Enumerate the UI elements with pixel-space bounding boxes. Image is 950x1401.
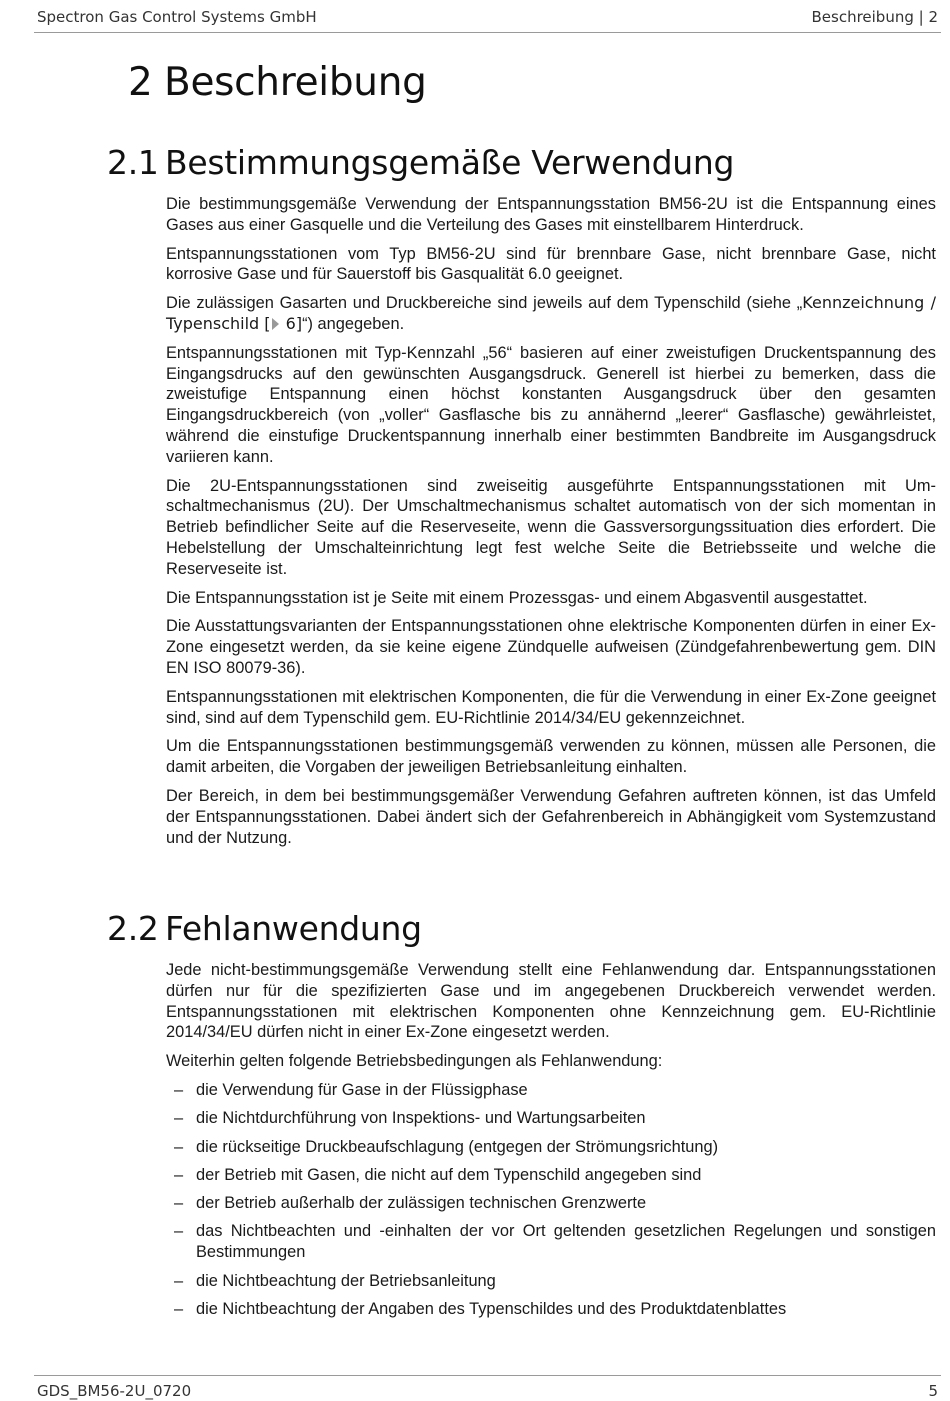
section-body-2-1	[166, 194, 936, 856]
section-title: Fehlanwendung	[165, 909, 422, 948]
footer-page-number: 5	[928, 1382, 938, 1400]
section-heading-2-1	[107, 143, 734, 182]
list-bullet: –	[174, 1137, 184, 1156]
paragraph-with-reference	[166, 293, 936, 335]
paragraph: Jede nicht-bestimmungsgemäße Verwendung stellt eine Fehlanwendung dar. Entspannungsstationen dürfen nur für die spezifizierten Gase und im angegebenen Druckbereich verwendet werden. Entspannungsstationen mit elektrischen Komponenten ohne Kennzeichnung gem. EU-Richtlinie 2014/34/EU dürfen nicht in einer Ex-Zone eingesetzt werden.	[166, 961, 936, 1042]
list-item	[166, 1108, 936, 1129]
header-section-ref: Beschreibung | 2	[811, 8, 938, 26]
list-item	[166, 1271, 936, 1292]
list-item-text: der Betrieb mit Gasen, die nicht auf dem Typenschild angegeben sind	[196, 1165, 702, 1184]
paragraph: Entspannungsstationen mit Typ-Kennzahl „56“ basieren auf einer zweistufigen Druckentspannung des Eingangsdrucks auf den gewünschten Ausgangsdruck. Generell ist hierbei zu bemerken, dass die zweistufige Entspannung einen höchst konstanten Ausgangsdruck über den gesamten Eingangsdruckbereich (von „voller“ Gasflasche bis zu annähernd „leerer“ Gasflasche) gewährleistet, während die einstufige Druckentspannung innerhalb einer bestimmten Bandbreite im Ausgangsdruck variieren kann.	[166, 343, 936, 466]
list-item	[166, 1137, 936, 1158]
paragraph: Um die Entspannungsstationen bestimmungsgemäß verwenden zu können, müssen alle Personen, die damit arbeiten, die Vorgaben der jeweiligen Betriebsanleitung einhalten.	[166, 737, 936, 777]
section-number: 2.1	[107, 143, 159, 182]
list-item	[166, 1299, 936, 1320]
page-header	[34, 0, 941, 33]
paragraph: Die bestimmungsgemäße Verwendung der Entspannungsstation BM56-2U ist die Entspannung eines Gases aus einer Gasquelle und die Verteilung des Gases mit einstellbarem Hinterdruck.	[166, 195, 936, 234]
list-item	[166, 1193, 936, 1214]
paragraph: Weiterhin gelten folgende Betriebsbedingungen als Fehlanwendung:	[166, 1052, 663, 1071]
list-bullet: –	[174, 1080, 184, 1099]
list-item-text: die Verwendung für Gase in der Flüssigphase	[196, 1080, 528, 1099]
chapter-title: Beschreibung	[164, 60, 427, 105]
list-item-text: die Nichtbeachtung der Angaben des Typenschildes und des Produktdatenblattes	[196, 1299, 787, 1318]
chapter-number: 2	[128, 60, 153, 105]
paragraph: Die Entspannungsstation ist je Seite mit einem Prozessgas- und einem Abgasventil ausgestattet.	[166, 588, 868, 607]
section-number: 2.2	[107, 909, 159, 948]
page-footer	[34, 1375, 941, 1401]
list-item	[166, 1221, 936, 1263]
chapter-heading	[128, 60, 427, 105]
paragraph: Die Ausstattungsvarianten der Entspannungsstationen ohne elektrische Komponenten dürfen in einer Ex-Zone eingesetzt werden, da sie keine eigene Zündquelle aufweisen (Zündgefahrenbewertung gem. DIN EN ISO 80079-36).	[166, 617, 936, 677]
paragraph-text: Die zulässigen Gasarten und Druckbereiche sind jeweils auf dem Typenschild (siehe „	[166, 294, 803, 313]
list-item	[166, 1080, 936, 1101]
section-title: Bestimmungsgemäße Verwendung	[165, 143, 735, 182]
list-bullet: –	[174, 1194, 184, 1213]
list-bullet: –	[174, 1165, 184, 1184]
cross-reference-page: 6]	[280, 313, 303, 333]
cross-reference-label: Kennzeichnung / Typenschild [	[166, 293, 936, 333]
list-item-text: die rückseitige Druckbeaufschlagung (entgegen der Strömungsrichtung)	[196, 1137, 719, 1156]
section-body-2-2	[166, 960, 936, 1327]
paragraph: Der Bereich, in dem bei bestimmungsgemäßer Verwendung Gefahren auftreten können, ist das Umfeld der Entspannungsstationen. Dabei ändert sich der Gefahrenbereich in Abhängigkeit vom Systemzustand und der Nutzung.	[166, 786, 936, 847]
triangle-right-icon	[272, 318, 279, 330]
list-item	[166, 1165, 936, 1186]
list-bullet: –	[174, 1109, 184, 1128]
misuse-list	[166, 1080, 936, 1320]
list-item-text: die Nichtbeachtung der Betriebsanleitung	[196, 1271, 496, 1290]
header-company: Spectron Gas Control Systems GmbH	[37, 8, 317, 26]
list-bullet: –	[174, 1222, 184, 1241]
paragraph-text: “) angegeben.	[302, 314, 405, 333]
list-item-text: das Nichtbeachten und -einhalten der vor Ort geltenden gesetzlichen Regelungen und sonstigen Bestimmungen	[196, 1222, 936, 1262]
paragraph: Entspannungsstationen mit elektrischen Komponenten, die für die Verwendung in einer Ex-Zone geeignet sind, sind auf dem Typenschild gem. EU-Richtlinie 2014/34/EU gekennzeichnet.	[166, 687, 936, 727]
list-item-text: die Nichtdurchführung von Inspektions- und Wartungsarbeiten	[196, 1109, 646, 1128]
section-heading-2-2	[107, 909, 422, 948]
list-bullet: –	[174, 1299, 184, 1318]
paragraph: Entspannungsstationen vom Typ BM56-2U sind für brennbare Gase, nicht brennbare Gase, nicht korrosive Gase und für Sauerstoff bis Gasqualität 6.0 geeignet.	[166, 244, 936, 284]
paragraph: Die 2U-Entspannungsstationen sind zweiseitig ausgeführte Entspannungsstationen mit Umschaltmechanismus (2U). Der Umschaltmechanismus schaltet automatisch von der sich momentan in Betrieb befindlicher Seite auf die Reserveseite, wenn die Gassversorgungssituation dies erfordert. Die Hebelstellung der Umschalteinrichtung legt fest welche Seite die Betriebsseite und welche die Reserveseite ist.	[166, 476, 936, 578]
list-bullet: –	[174, 1271, 184, 1290]
footer-doc-id: GDS_BM56-2U_0720	[37, 1382, 192, 1400]
list-item-text: der Betrieb außerhalb der zulässigen technischen Grenzwerte	[196, 1194, 647, 1213]
